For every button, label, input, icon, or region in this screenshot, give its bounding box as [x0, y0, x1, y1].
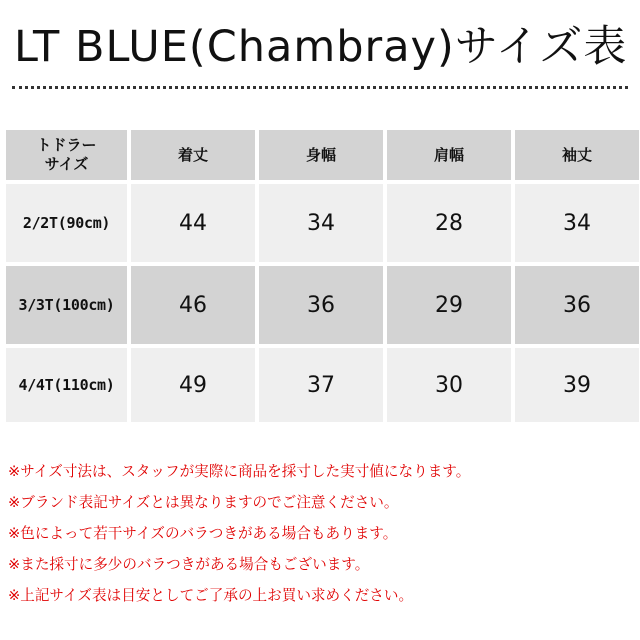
table-cell: 46 [131, 266, 255, 344]
table-cell: 34 [515, 184, 639, 262]
page-title: LT BLUE(Chambray)サイズ表 [14, 22, 628, 72]
table-corner-header: トドラー サイズ [6, 130, 127, 180]
table-cell: 34 [259, 184, 383, 262]
table-row-label: 2/2T(90cm) [6, 184, 127, 262]
column-header: 肩幅 [387, 130, 511, 180]
note-item: ※ブランド表記サイズとは異なりますのでご注意ください。 [8, 494, 399, 511]
table-cell: 36 [515, 266, 639, 344]
table-cell: 44 [131, 184, 255, 262]
note-item: ※サイズ寸法は、スタッフが実際に商品を採寸した実寸値になります。 [8, 463, 471, 480]
column-header: 着丈 [131, 130, 255, 180]
table-cell: 39 [515, 348, 639, 422]
table-cell: 36 [259, 266, 383, 344]
note-item: ※色によって若干サイズのバラつきがある場合もあります。 [8, 525, 398, 542]
table-cell: 29 [387, 266, 511, 344]
table-cell: 49 [131, 348, 255, 422]
note-item: ※また採寸に多少のバラつきがある場合もございます。 [8, 556, 370, 573]
table-cell: 37 [259, 348, 383, 422]
note-item: ※上記サイズ表は目安としてご了承の上お買い求めください。 [8, 587, 414, 604]
column-header: 身幅 [259, 130, 383, 180]
table-row-label: 4/4T(110cm) [6, 348, 127, 422]
table-cell: 30 [387, 348, 511, 422]
table-row-label: 3/3T(100cm) [6, 266, 127, 344]
table-cell: 28 [387, 184, 511, 262]
column-header: 袖丈 [515, 130, 639, 180]
notes-list [8, 456, 632, 611]
